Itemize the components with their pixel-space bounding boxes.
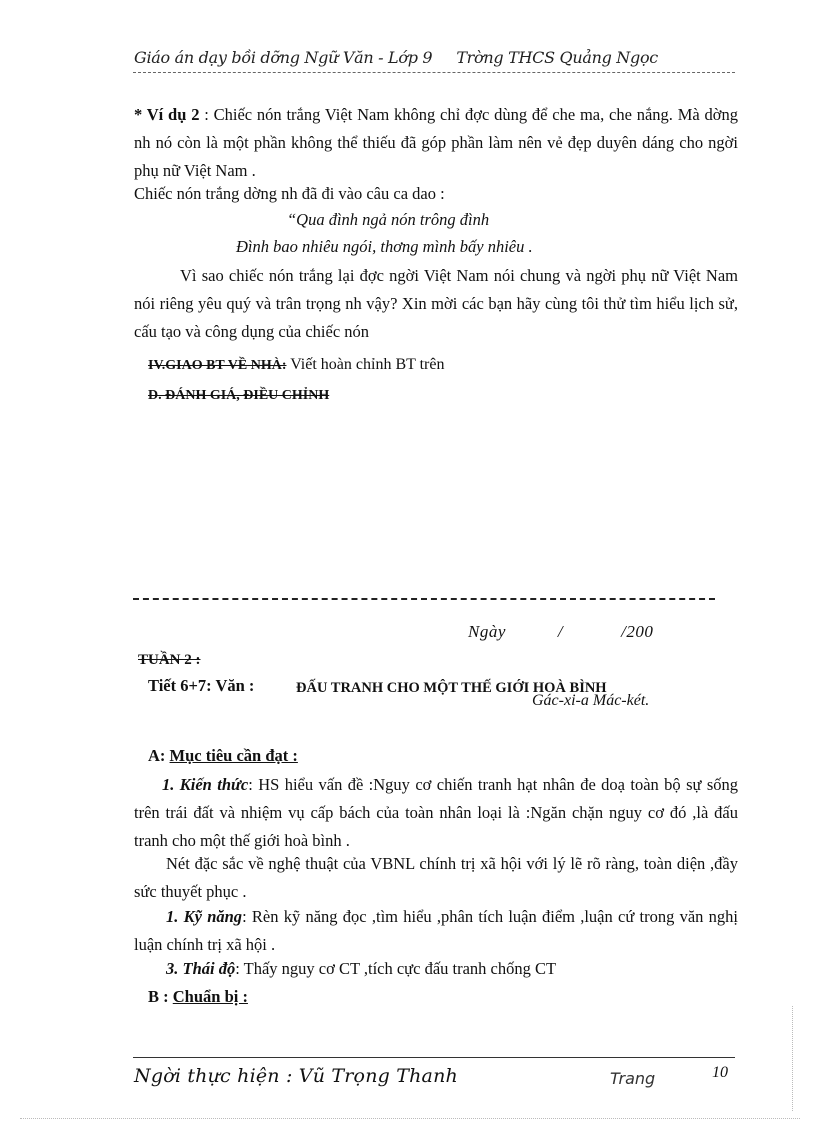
skill-text: : Rèn kỹ năng đọc ,tìm hiểu ,phân tích luận điểm ,luận cứ trong văn nghị luận chính trị xã hội .	[134, 907, 738, 954]
page-edge-dots-bottom	[20, 1118, 800, 1119]
week-label	[138, 652, 201, 669]
skill-paragraph	[134, 903, 738, 959]
page-edge-dots-right	[792, 1006, 793, 1111]
homework-text: Viết hoàn chỉnh BT trên	[290, 356, 445, 373]
knowledge-text: : HS hiểu vấn đề :Nguy cơ chiến tranh hạt nhân đe doạ toàn bộ sự sống trên trái đất và nhiệm vụ cấp bách của toàn nhân loại là :Ngăn chặn nguy cơ đó ,là đấu tranh cho một thế giới hoà bình .	[134, 775, 738, 850]
attitude-label: 3. Thái độ	[166, 959, 236, 978]
week-text: TUẦN 2 :	[138, 652, 201, 668]
example-paragraph	[134, 101, 738, 185]
question-text: Vì sao chiếc nón trắng lại đợc ngời Việt Nam nói chung và ngời phụ nữ Việt Nam nói riêng yêu quý và trân trọng nh vậy? Xin mời các bạn hãy cùng tôi thử tìm hiểu lịch sử, cấu tạo và công dụng của chiếc nón	[134, 266, 738, 341]
section-b-heading	[148, 987, 248, 1007]
art-text: Nét đặc sắc về nghệ thuật của VBNL chính trị xã hội với lý lẽ rõ ràng, toàn diện ,đầy sức thuyết phục .	[134, 854, 738, 901]
attitude-text: : Thấy nguy cơ CT ,tích cực đấu tranh chống CT	[235, 959, 557, 978]
skill-label: 1. Kỹ năng	[166, 907, 243, 926]
section-a-label: A:	[148, 746, 170, 765]
evaluation-heading: D. ĐÁNH GIÁ, ĐIỀU CHỈNH	[148, 388, 330, 403]
question-paragraph	[134, 262, 738, 346]
date-year: /200	[621, 622, 654, 641]
footer-author: Ngời thực hiện : Vũ Trọng Thanh	[134, 1065, 458, 1087]
date-slash: /	[557, 622, 564, 641]
section-b-title: Chuẩn bị :	[172, 987, 248, 1006]
example-text: Chiếc nón trắng Việt Nam không chỉ đợc dùng để che ma, che nắng. Mà dờng nh nó còn là một phần không thể thiếu đã góp phần làm nên vẻ đẹp duyên dáng cho ngời phụ nữ Việt Nam .	[134, 105, 738, 180]
verse-line-2: Đình bao nhiêu ngói, thơng mình bấy nhiêu .	[236, 237, 533, 256]
example-label: * Ví dụ 2	[134, 105, 200, 124]
section-a-heading	[148, 746, 298, 766]
attitude-line	[166, 959, 556, 979]
knowledge-label: 1. Kiến thức	[162, 775, 249, 794]
art-paragraph	[134, 850, 738, 906]
header-rule	[133, 72, 735, 73]
lesson-title: ĐẤU TRANH CHO MỘT THẾ GIỚI HOÀ BÌNH	[296, 680, 607, 696]
lesson-prefix: Tiết 6+7: Văn :	[148, 676, 255, 695]
section-b-label: B :	[148, 987, 173, 1006]
page-label: Trang	[610, 1069, 656, 1088]
homework-heading: IV.GIAO BT VỀ NHÀ:	[148, 358, 287, 373]
date-line	[468, 622, 653, 642]
section-a-title: Mục tiêu cần đạt :	[169, 746, 298, 765]
verse-line-1: “Qua đình ngả nón trông đình	[287, 210, 490, 229]
example-colon: :	[199, 105, 214, 124]
lesson-author: Gác-xi-a Mác-két.	[532, 692, 650, 709]
ca-dao-intro: Chiếc nón trắng dờng nh đã đi vào câu ca dao :	[134, 184, 445, 203]
document-header	[134, 48, 658, 67]
date-label: Ngày	[468, 622, 506, 641]
course-title: Giáo án dạy bồi dỡng Ngữ Văn - Lớp 9	[134, 48, 433, 67]
page-number: 10	[712, 1064, 728, 1081]
footer-rule	[133, 1057, 735, 1058]
school-name: Trờng THCS Quảng Ngọc	[456, 48, 658, 67]
knowledge-paragraph	[134, 771, 738, 855]
homework-line	[148, 356, 444, 374]
section-separator	[133, 598, 715, 600]
